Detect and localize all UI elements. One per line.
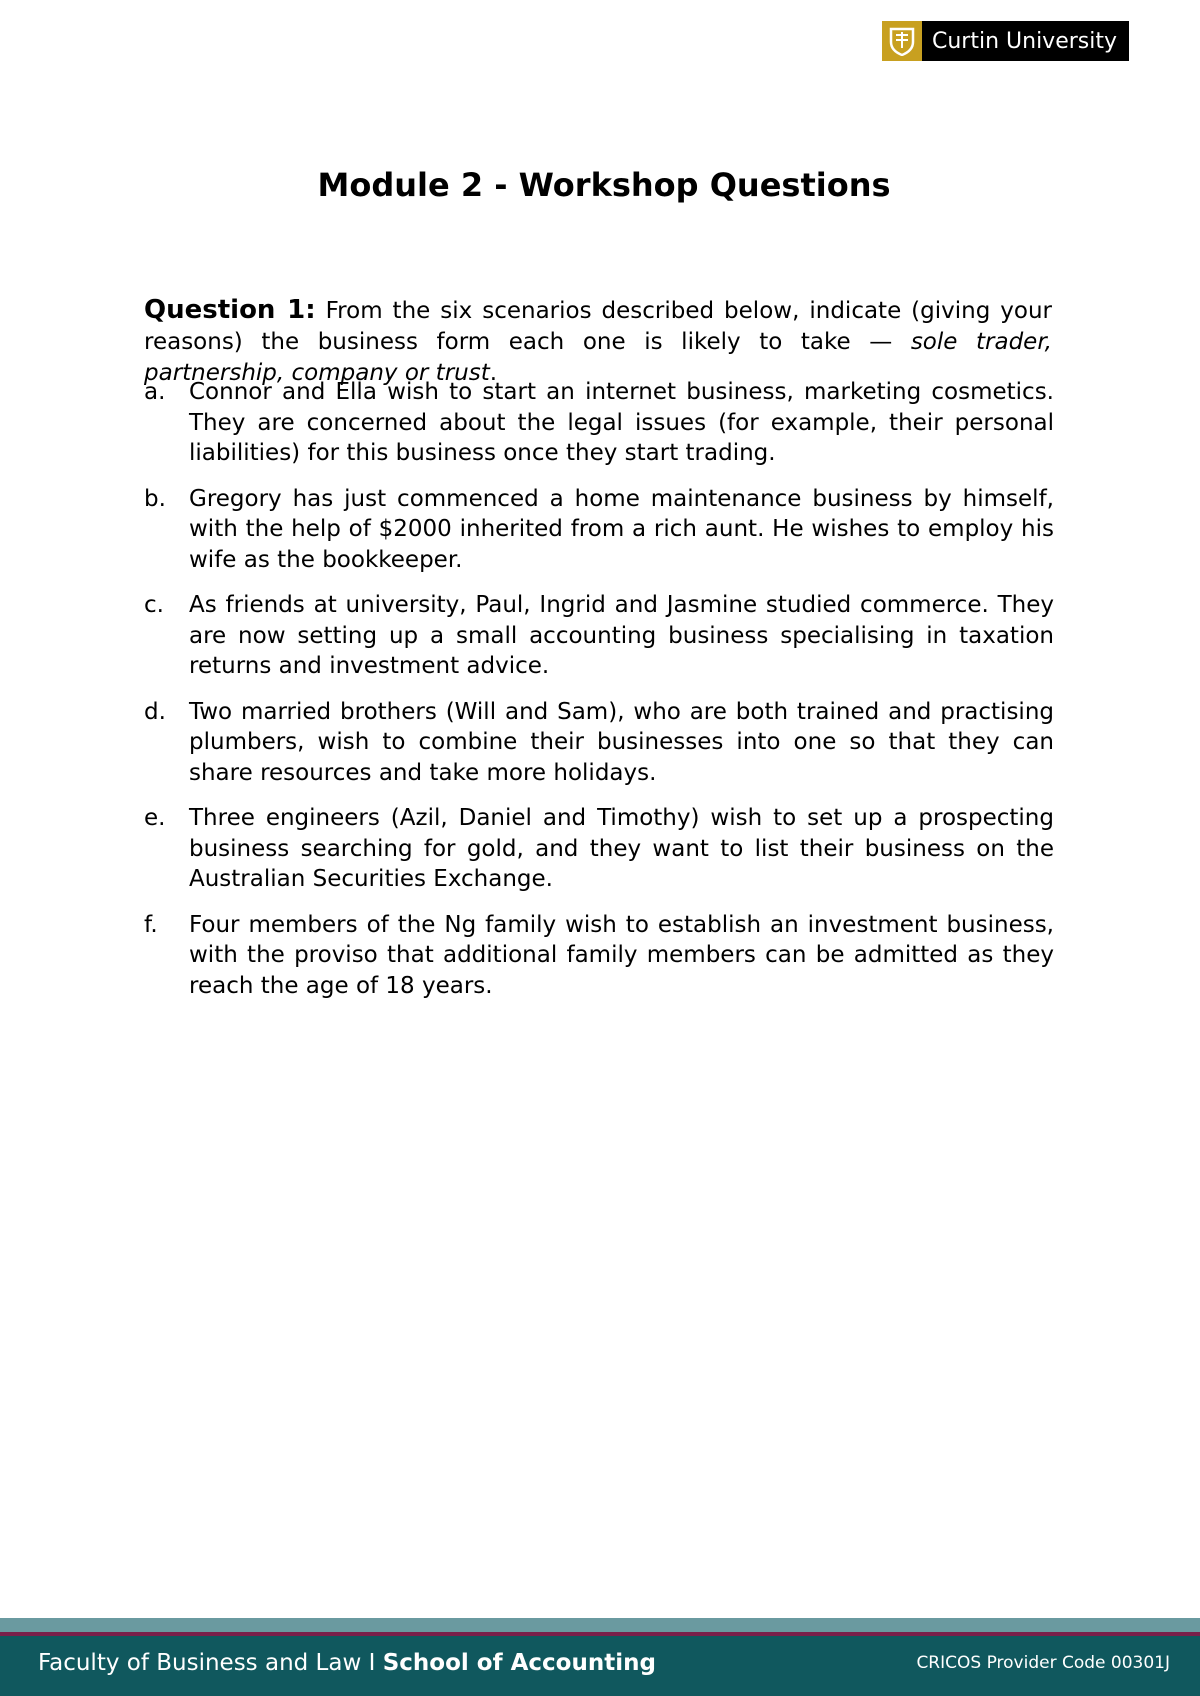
page-title: Module 2 - Workshop Questions <box>317 166 891 204</box>
scenario-marker: a. <box>144 379 166 405</box>
scenario-marker: d. <box>144 698 166 725</box>
crest-icon <box>882 21 922 61</box>
question-options: sole trader, partnership, company or trust <box>144 329 1052 386</box>
logo-text: Curtin University <box>932 28 1118 54</box>
question-prompt <box>144 295 1052 389</box>
question-label: Question 1: <box>144 295 316 325</box>
scenario-item <box>144 484 1054 576</box>
scenario-item <box>144 377 1054 469</box>
footer-separator: I <box>368 1650 376 1676</box>
scenario-marker: f. <box>144 911 158 938</box>
scenario-text: Four members of the Ng family wish to establish an investment business, with the proviso that additional family members can be admitted as they reach the age of 18 years. <box>189 911 1054 999</box>
question-end: . <box>489 360 498 386</box>
scenario-text: Two married brothers (Will and Sam), who are both trained and practising plumbers, wish to combine their businesses into one so that they can share resources and take more holidays. <box>189 698 1054 786</box>
scenario-marker: c. <box>144 592 164 618</box>
footer-stripe <box>0 1618 1200 1632</box>
footer-faculty-school <box>38 1650 656 1676</box>
scenario-text: Gregory has just commenced a home maintenance business by himself, with the help of $2000 inherited from a rich aunt. He wishes to employ his wife as the bookkeeper. <box>189 485 1054 573</box>
scenario-text: Three engineers (Azil, Daniel and Timothy) wish to set up a prospecting business searching for gold, and they want to list their business on the Australian Securities Exchange. <box>189 805 1054 892</box>
scenario-text: Connor and Ella wish to start an internet business, marketing cosmetics. They are concerned about the legal issues (for example, their personal liabilities) for this business once they start trading. <box>189 379 1054 466</box>
scenario-item <box>144 910 1054 1002</box>
scenario-list <box>144 377 1054 1016</box>
scenario-marker: b. <box>144 485 166 512</box>
scenario-item <box>144 697 1054 789</box>
scenario-item <box>144 803 1054 895</box>
footer-cricos: CRICOS Provider Code 00301J <box>916 1653 1170 1673</box>
scenario-item <box>144 590 1054 682</box>
footer-bar <box>0 1636 1200 1696</box>
curtin-logo <box>882 21 1129 61</box>
question-text: From the six scenarios described below, indicate (giving your reasons) the business form each one is likely to take — <box>144 298 1053 355</box>
scenario-marker: e. <box>144 805 166 831</box>
scenario-text: As friends at university, Paul, Ingrid and Jasmine studied commerce. They are now setting up a small accounting business specialising in taxation returns and investment advice. <box>189 592 1054 679</box>
footer-school: School of Accounting <box>382 1650 656 1676</box>
footer-faculty: Faculty of Business and Law <box>38 1650 362 1676</box>
